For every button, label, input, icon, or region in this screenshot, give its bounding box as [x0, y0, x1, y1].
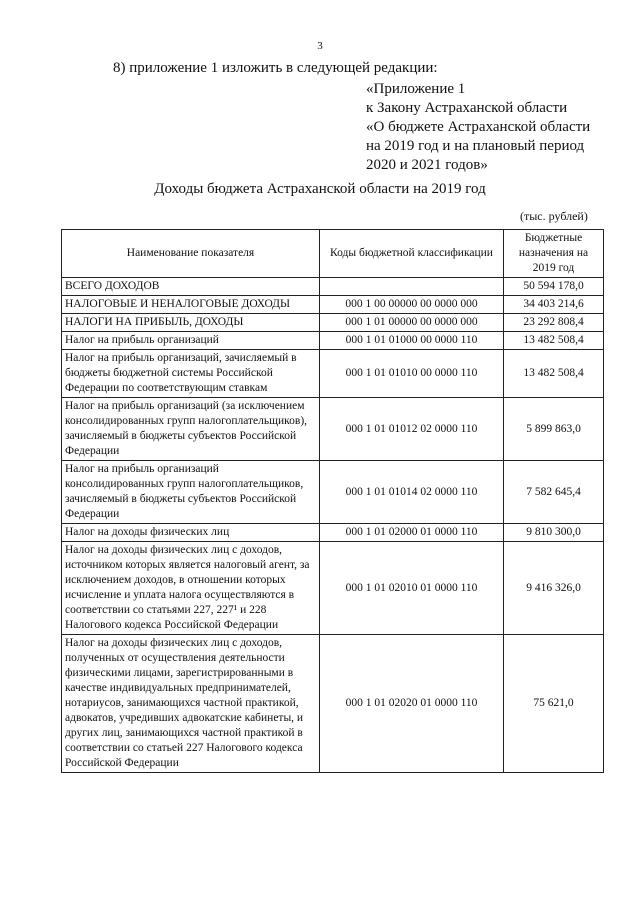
row-budget-amount: 13 482 508,4 — [504, 350, 604, 398]
row-indicator-name: Налог на прибыль организаций (за исключением консолидированных групп налогоплательщиков), зачисляемый в бюджеты субъектов Российской Федерации — [62, 398, 320, 461]
row-indicator-name: Налог на доходы физических лиц — [62, 524, 320, 542]
page-number: 3 — [317, 40, 323, 52]
row-budget-amount: 13 482 508,4 — [504, 332, 604, 350]
row-classification-code: 000 1 01 01000 00 0000 110 — [320, 332, 504, 350]
amendment-intro-text: 8) приложение 1 изложить в следующей редакции: — [113, 60, 438, 76]
table-header-row — [62, 230, 604, 278]
table-row — [62, 524, 604, 542]
row-indicator-name: Налог на доходы физических лиц с доходов, источником которых является налоговый агент, за исключением доходов, в отношении которых исчисление и уплата налога осуществляются в соответствии со статьями 227, 227¹ и 228 Налогового кодекса Российской Федерации — [62, 542, 320, 635]
row-indicator-name: Налог на прибыль организаций консолидированных групп налогоплательщиков, зачисляемый в бюджеты субъектов Российской Федерации — [62, 461, 320, 524]
row-classification-code — [320, 278, 504, 296]
row-budget-amount: 75 621,0 — [504, 635, 604, 773]
table-row — [62, 350, 604, 398]
row-budget-amount: 50 594 178,0 — [504, 278, 604, 296]
row-budget-amount: 34 403 214,6 — [504, 296, 604, 314]
row-indicator-name: Налог на прибыль организаций — [62, 332, 320, 350]
row-budget-amount: 5 899 863,0 — [504, 398, 604, 461]
units-note: (тыс. рублей) — [520, 209, 588, 223]
header-budget-amount: Бюджетные назначения на 2019 год — [504, 230, 604, 278]
annex-line: на 2019 год и на плановый период — [366, 138, 585, 154]
annex-line: 2020 и 2021 годов» — [366, 157, 488, 173]
annex-reference-block — [366, 80, 590, 175]
row-classification-code: 000 1 01 01014 02 0000 110 — [320, 461, 504, 524]
row-indicator-name: НАЛОГИ НА ПРИБЫЛЬ, ДОХОДЫ — [62, 314, 320, 332]
row-budget-amount: 7 582 645,4 — [504, 461, 604, 524]
row-classification-code: 000 1 01 01012 02 0000 110 — [320, 398, 504, 461]
row-indicator-name: Налог на прибыль организаций, зачисляемый в бюджеты бюджетной системы Российской Федерации по соответствующим ставкам — [62, 350, 320, 398]
row-budget-amount: 9 810 300,0 — [504, 524, 604, 542]
annex-line: «Приложение 1 — [366, 81, 466, 97]
row-classification-code: 000 1 01 00000 00 0000 000 — [320, 314, 504, 332]
row-classification-code: 000 1 01 02010 01 0000 110 — [320, 542, 504, 635]
document-title: Доходы бюджета Астраханской области на 2019 год — [154, 181, 486, 197]
row-budget-amount: 9 416 326,0 — [504, 542, 604, 635]
header-indicator-name: Наименование показателя — [62, 230, 320, 278]
row-budget-amount: 23 292 808,4 — [504, 314, 604, 332]
row-indicator-name: НАЛОГОВЫЕ И НЕНАЛОГОВЫЕ ДОХОДЫ — [62, 296, 320, 314]
row-classification-code: 000 1 01 02000 01 0000 110 — [320, 524, 504, 542]
table-row — [62, 635, 604, 773]
income-table — [61, 229, 604, 773]
header-classification-code: Коды бюджетной классификации — [320, 230, 504, 278]
row-indicator-name: ВСЕГО ДОХОДОВ — [62, 278, 320, 296]
row-indicator-name: Налог на доходы физических лиц с доходов, полученных от осуществления деятельности физическими лицами, зарегистрированными в качестве индивидуальных предпринимателей, нотариусов, занимающихся частной практикой, адвокатов, учредивших адвокатские кабинеты, и других лиц, занимающихся частной практикой в соответствии со статьей 227 Налогового кодекса Российской Федерации — [62, 635, 320, 773]
annex-line: к Закону Астраханской области — [366, 100, 568, 116]
row-classification-code: 000 1 00 00000 00 0000 000 — [320, 296, 504, 314]
annex-line: «О бюджете Астраханской области — [366, 119, 591, 135]
table-row — [62, 314, 604, 332]
table-row — [62, 461, 604, 524]
row-classification-code: 000 1 01 01010 00 0000 110 — [320, 350, 504, 398]
table-row — [62, 278, 604, 296]
table-row — [62, 398, 604, 461]
table-row — [62, 332, 604, 350]
row-classification-code: 000 1 01 02020 01 0000 110 — [320, 635, 504, 773]
table-row — [62, 542, 604, 635]
table-row — [62, 296, 604, 314]
